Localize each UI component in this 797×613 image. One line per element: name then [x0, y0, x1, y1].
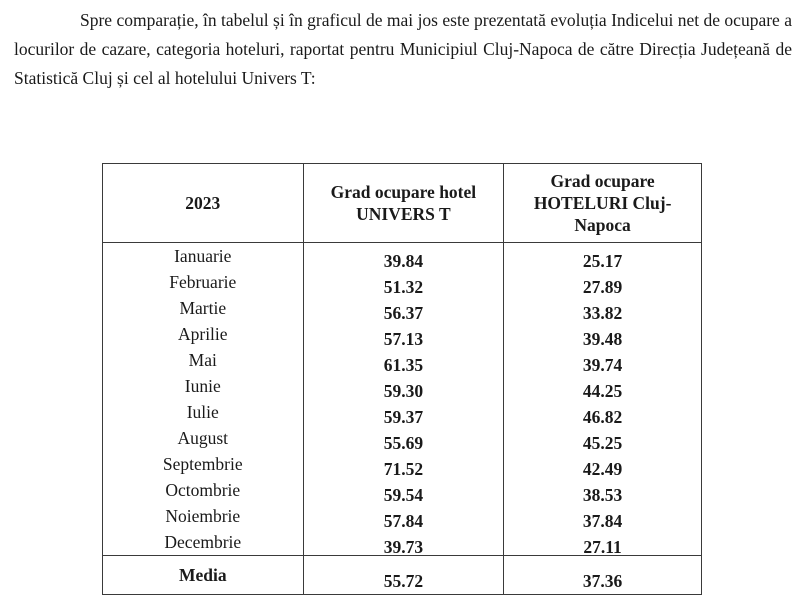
average-label-cell: Media [103, 556, 304, 595]
hotel-value-cell: 61.35 [303, 347, 504, 373]
header-hotel-occupancy: Grad ocupare hotel UNIVERS T [303, 164, 504, 243]
table-row [103, 399, 702, 425]
header-city-occupancy: Grad ocupare HOTELURI Cluj-Napoca [504, 164, 702, 243]
occupancy-table [102, 163, 702, 595]
table-row [103, 477, 702, 503]
city-value-cell: 27.89 [504, 269, 702, 295]
table-row [103, 347, 702, 373]
month-cell: Octombrie [103, 477, 304, 503]
intro-paragraph: Spre comparație, în tabelul și în graficul de mai jos este prezentată evoluția Indicelui net de ocupare a locurilor de cazare, categoria hoteluri, raportat pentru Municipiul Cluj-Napoca de către Direcția Județeană de Statistică Cluj și cel al hotelului Univers T: [14, 10, 792, 88]
city-value-cell: 25.17 [504, 243, 702, 270]
table-row [103, 529, 702, 556]
month-cell: Septembrie [103, 451, 304, 477]
table-row [103, 243, 702, 270]
month-cell: Februarie [103, 269, 304, 295]
table-row [103, 269, 702, 295]
hotel-value-cell: 55.69 [303, 425, 504, 451]
month-cell: August [103, 425, 304, 451]
city-average-cell: 37.36 [504, 556, 702, 595]
table-row [103, 295, 702, 321]
city-value-cell: 42.49 [504, 451, 702, 477]
month-cell: Iulie [103, 399, 304, 425]
city-value-cell: 38.53 [504, 477, 702, 503]
table-footer-row [103, 556, 702, 595]
month-cell: Decembrie [103, 529, 304, 556]
hotel-value-cell: 71.52 [303, 451, 504, 477]
hotel-value-cell: 51.32 [303, 269, 504, 295]
month-cell: Ianuarie [103, 243, 304, 270]
city-value-cell: 39.74 [504, 347, 702, 373]
hotel-value-cell: 56.37 [303, 295, 504, 321]
month-cell: Mai [103, 347, 304, 373]
table-header-row [103, 164, 702, 243]
hotel-value-cell: 57.84 [303, 503, 504, 529]
hotel-average-cell: 55.72 [303, 556, 504, 595]
hotel-value-cell: 59.37 [303, 399, 504, 425]
hotel-value-cell: 59.54 [303, 477, 504, 503]
city-value-cell: 46.82 [504, 399, 702, 425]
city-value-cell: 27.11 [504, 529, 702, 556]
table-row [103, 451, 702, 477]
month-cell: Aprilie [103, 321, 304, 347]
hotel-value-cell: 39.84 [303, 243, 504, 270]
table-row [103, 373, 702, 399]
hotel-value-cell: 39.73 [303, 529, 504, 556]
month-cell: Iunie [103, 373, 304, 399]
month-cell: Martie [103, 295, 304, 321]
city-value-cell: 39.48 [504, 321, 702, 347]
city-value-cell: 37.84 [504, 503, 702, 529]
hotel-value-cell: 59.30 [303, 373, 504, 399]
table-row [103, 321, 702, 347]
city-value-cell: 33.82 [504, 295, 702, 321]
city-value-cell: 44.25 [504, 373, 702, 399]
table-row [103, 425, 702, 451]
city-value-cell: 45.25 [504, 425, 702, 451]
hotel-value-cell: 57.13 [303, 321, 504, 347]
table-row [103, 503, 702, 529]
month-cell: Noiembrie [103, 503, 304, 529]
header-year: 2023 [103, 164, 304, 243]
